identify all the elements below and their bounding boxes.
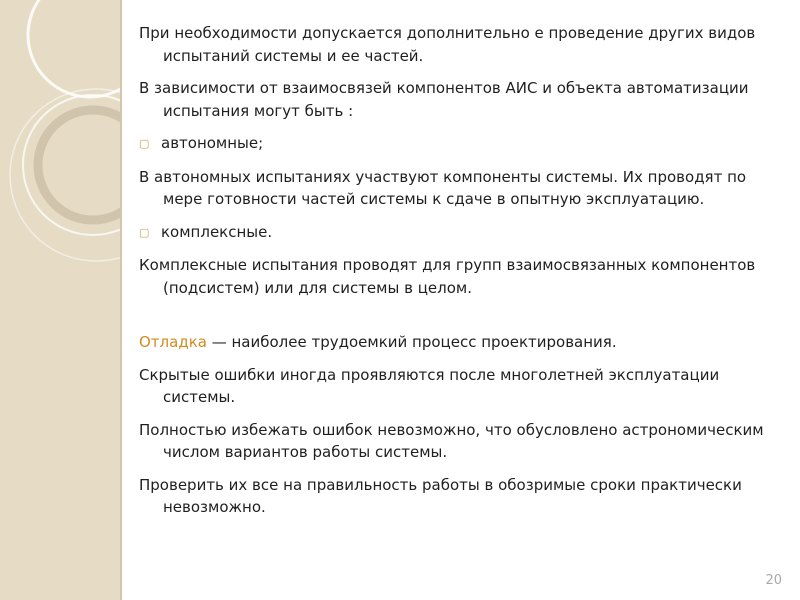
paragraph-extra-tests: При необходимости допускается дополнительно е проведение других видов испытаний системы и ее частей. <box>139 24 756 65</box>
paragraph-verify-all: Проверить их все на правильность работы в обозримые сроки практически невозможно. <box>139 475 742 516</box>
bullet-autonomous-text: автономные; <box>161 134 264 152</box>
paragraph-test-types-intro: В зависимости от взаимосвязей компонентов АИС и объекта автоматизации испытания могут быть : <box>139 79 749 120</box>
spacer <box>139 309 779 331</box>
bullet-complex-text: комплексные. <box>161 222 273 241</box>
paragraph-avoid-errors: Полностью избежать ошибок невозможно, что обусловлено астрономическим числом вариантов работы системы. <box>139 420 764 461</box>
decorative-side-panel <box>0 0 120 600</box>
side-divider <box>120 0 122 600</box>
paragraph-autonomous-desc: В автономных испытаниях участвуют компоненты системы. Их проводят по мере готовности частей системы к сдаче в опытную эксплуатацию. <box>139 167 747 208</box>
paragraph-hidden-errors: Скрытые ошибки иногда проявляются после многолетней эксплуатации системы. <box>139 365 720 406</box>
term-debugging: Отладка <box>139 333 207 351</box>
bullet-icon: ▢ <box>139 137 150 150</box>
paragraph-complex-desc: Комплексные испытания проводят для групп взаимосвязанных компонентов (подсистем) или для системы в целом. <box>139 256 756 297</box>
page-number: 20 <box>765 573 782 588</box>
decorative-rings <box>0 0 120 600</box>
paragraph-debugging <box>139 331 779 354</box>
slide-content <box>139 22 779 529</box>
bullet-autonomous <box>139 132 779 156</box>
debugging-definition: — наиболее трудоемкий процесс проектирования. <box>206 333 617 351</box>
bullet-complex <box>139 221 779 245</box>
bullet-icon: ▢ <box>139 225 150 239</box>
